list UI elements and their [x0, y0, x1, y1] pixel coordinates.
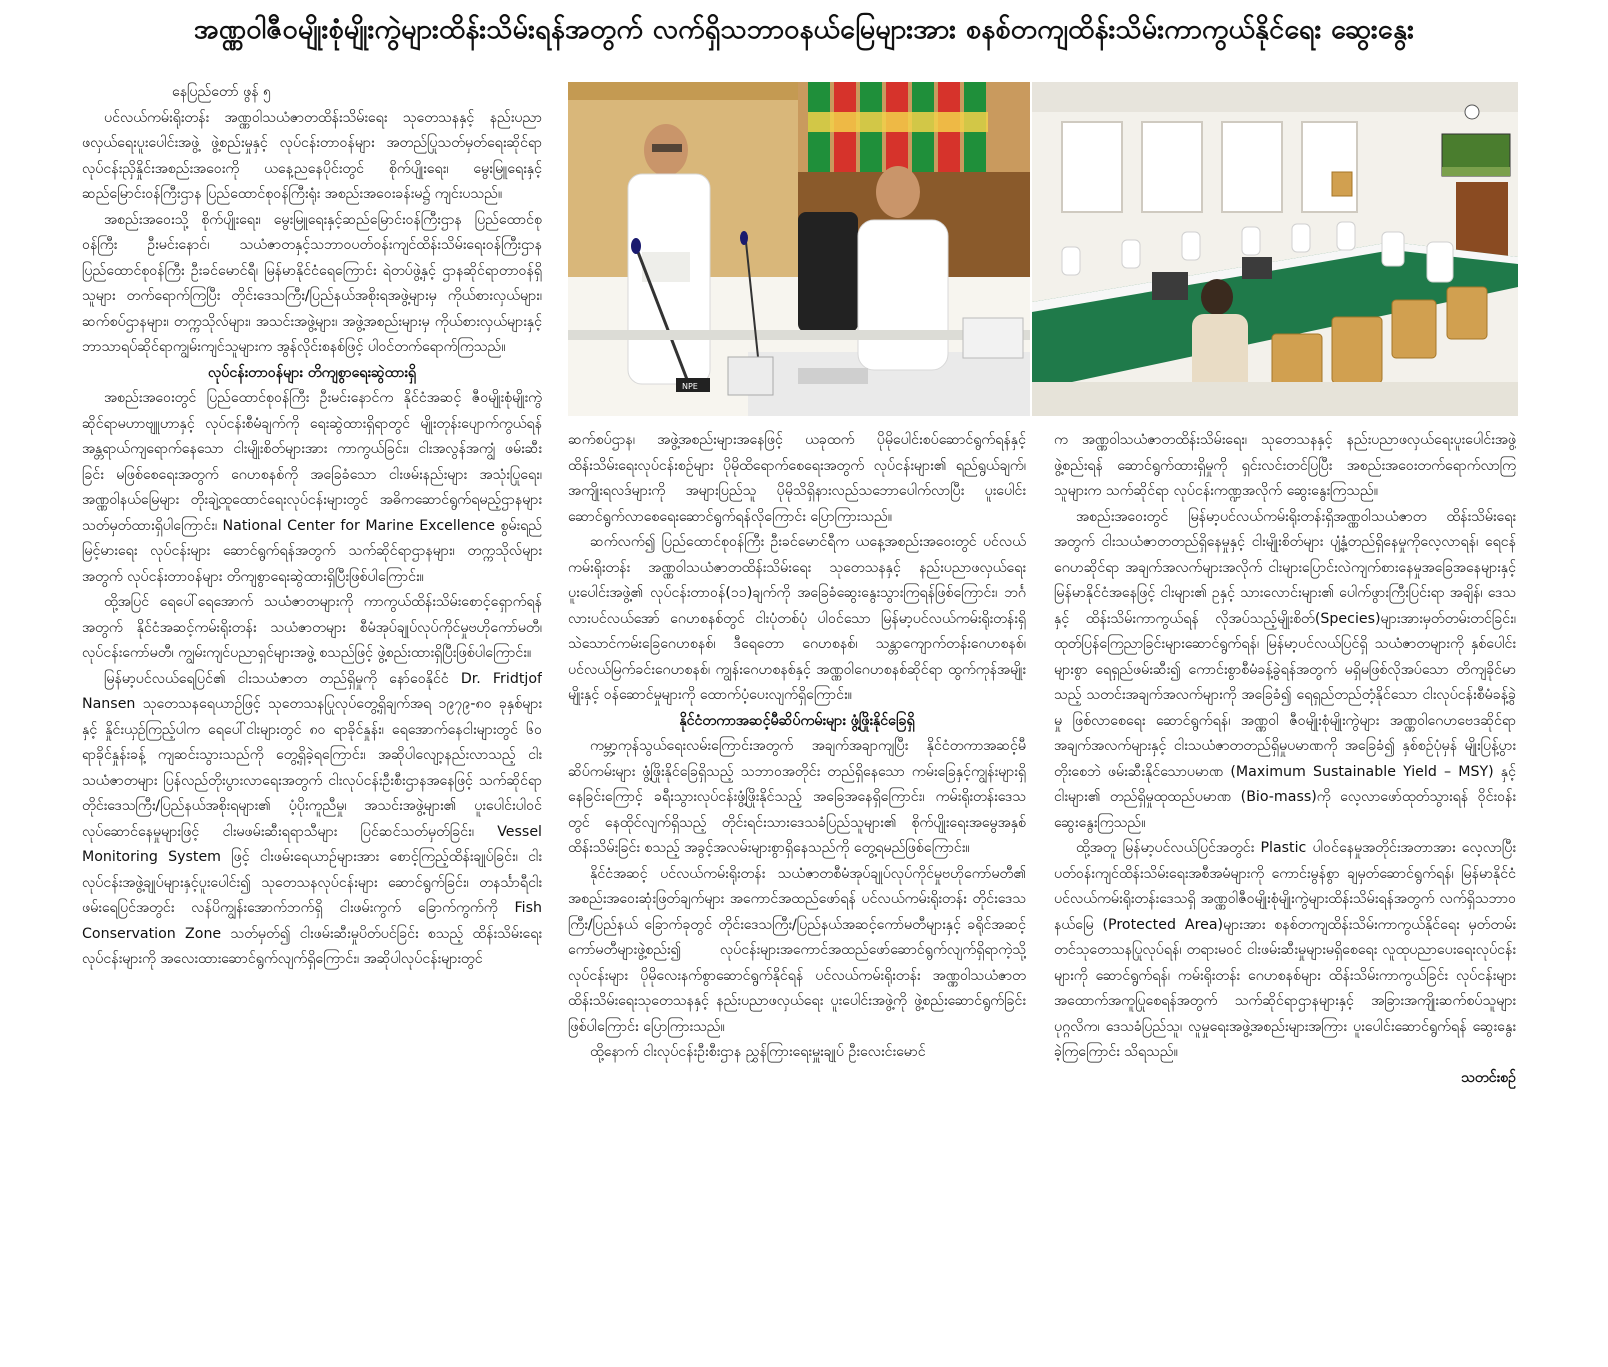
subheading: လုပ်ငန်းတာဝန်များ တိကျစွာရေးဆွဲထားရှိ	[207, 364, 417, 381]
article-column-1	[82, 80, 542, 1362]
article-column-2	[568, 428, 1026, 1362]
headline: အဏ္ဏဝါဇီဝမျိုးစုံမျိုးကွဲများထိန်းသိမ်းရန်အတွက် လက်ရှိသဘာဝနယ်မြေများအား စနစ်တကျထိန်းသိမ်းကာကွယ်နိုင်ရေး ဆွေးနွေး	[193, 14, 1415, 45]
paragraph: ဆက်စပ်ဌာန၊ အဖွဲ့အစည်းများအနေဖြင့် ယခုထက် ပိုမိုပေါင်းစပ်ဆောင်ရွက်ရန်နှင့် ထိန်းသိမ်းရေးလုပ်ငန်းစဉ်များ ပိုမိုထိရောက်စေရေးအတွက် လုပ်ငန်းများ၏ ရည်ရွယ်ချက်၊ အကျိုးရလဒ်များကို အများပြည်သူ ပိုမိုသိရှိနားလည်သဘောပေါက်လာပြီး ပူးပေါင်းဆောင်ရွက်လာစေရေးဆောင်ရွက်ရန်လိုကြောင်း ပြောကြားသည်။	[568, 432, 1026, 525]
paragraph: အစည်းအဝေးသို့ စိုက်ပျိုးရေး၊ မွေးမြူရေးနှင့်ဆည်မြောင်းဝန်ကြီးဌာန ပြည်ထောင်စုဝန်ကြီး ဦးမင်းနောင်၊ သယံဇာတနှင့်သဘာဝပတ်ဝန်းကျင်ထိန်းသိမ်းရေးဝန်ကြီးဌာန ပြည်ထောင်စုဝန်ကြီး ဦးခင်မောင်ရီ၊ မြန်မာနိုင်ငံရေကြောင်း ရဲတပ်ဖွဲ့နှင့် ဌာနဆိုင်ရာတာဝန်ရှိသူများ တက်ရောက်ကြပြီး တိုင်းဒေသကြီး/ပြည်နယ်အစိုးရအဖွဲ့များမှ ကိုယ်စားလှယ်များ၊ ဆက်စပ်ဌာနများ၊ တက္ကသိုလ်များ၊ အသင်းအဖွဲ့များ၊ အဖွဲ့အစည်းများမှ ကိုယ်စားလှယ်များနှင့် ဘာသာရပ်ဆိုင်ရာကျွမ်းကျင်သူများက အွန်လိုင်းစနစ်ဖြင့် ပါဝင်တက်ရောက်ကြသည်။	[82, 211, 542, 355]
paragraph: နိုင်ငံအဆင့် ပင်လယ်ကမ်းရိုးတန်း သယံဇာတစီမံအုပ်ချုပ်လုပ်ကိုင်မှုဗဟိုကော်မတီ၏ အစည်းအဝေးဆုံးဖြတ်ချက်များ အကောင်အထည်ဖော်ရန် ပင်လယ်ကမ်းရိုးတန်း တိုင်းဒေသကြီး/ပြည်နယ် ခြောက်ခုတွင် တိုင်းဒေသကြီး/ပြည်နယ်အဆင့်ကော်မတီများနှင့် ခရိုင်အဆင့်ကော်မတီများဖွဲ့စည်း၍ လုပ်ငန်းများအကောင်အထည်ဖော်ဆောင်ရွက်လျက်ရှိရာကဲ့သို့ လုပ်ငန်းများ ပိုမိုလေးနက်စွာဆောင်ရွက်နိုင်ရန် ပင်လယ်ကမ်းရိုးတန်း အဏ္ဏဝါသယံဇာတထိန်းသိမ်းရေးသုတေသနနှင့် နည်းပညာဖလှယ်ရေး ပူးပေါင်းအဖွဲ့ကို ဖွဲ့စည်းဆောင်ရွက်ခြင်းဖြစ်ပါကြောင်း ပြောကြားသည်။	[568, 865, 1026, 1035]
paragraph: ထို့အပြင် ရေပေါ်ရေအောက် သယံဇာတများကို ကာကွယ်ထိန်းသိမ်းစောင့်ရှောက်ရန်အတွက် နိုင်ငံအဆင့်ကမ်းရိုးတန်း သယံဇာတများ စီမံအုပ်ချုပ်လုပ်ကိုင်မှုဗဟိုကော်မတီ၊ လုပ်ငန်းကော်မတီ၊ ကျွမ်းကျင်ပညာရှင်များအဖွဲ့ စသည်ဖြင့် ဖွဲ့စည်းထားရှိပြီးဖြစ်ပါကြောင်း။	[82, 594, 542, 661]
paragraph: ကမ္ဘာ့ကုန်သွယ်ရေးလမ်းကြောင်းအတွက် အချက်အချာကျပြီး နိုင်ငံတကာအဆင့်မီ ဆိပ်ကမ်းများ ဖွံ့ဖြိုးနိုင်ခြေရှိသည့် သဘာဝအတိုင်း တည်ရှိနေသော ကမ်းခြေနှင့်ကျွန်းများရှိနေခြင်းကြောင့် ခရီးသွားလုပ်ငန်းဖွံ့ဖြိုးနိုင်သည့် အခြေအနေရှိကြောင်း၊ ကမ်းရိုးတန်းဒေသတွင် နေထိုင်လျက်ရှိသည့် တိုင်းရင်းသားဒေသခံပြည်သူများ၏ စိုက်ပျိုးရေးအမွေအနှစ်ထိန်းသိမ်းခြင်း စသည့် အခွင့်အလမ်းများစွာရှိနေသည်ကို တွေ့ရမည်ဖြစ်ကြောင်း။	[568, 738, 1026, 856]
paragraph: အစည်းအဝေးတွင် မြန်မာ့ပင်လယ်ကမ်းရိုးတန်းရှိအဏ္ဏဝါသယံဇာတ ထိန်းသိမ်းရေးအတွက် ငါးသယံဇာတတည်ရှိနေမှုနှင့် ငါးမျိုးစိတ်များ ပျံ့နှံ့တည်ရှိနေမှုကိုလေ့လာရန်၊ ရေငန်ဂေဟဆိုင်ရာ အချက်အလက်များအလိုက် ငါးများပြောင်းလဲကျက်စားနေမှုအခြေအနေများနှင့် မြန်မာနိုင်ငံအနေဖြင့် ငါးများ၏ ဥနှင့် သားလောင်းများ၏ ပေါက်ဖွားကြီးပြင်းရာ အချိန်၊ ဒေသနှင့် ထိန်းသိမ်းကာကွယ်ရန် လိုအပ်သည့်မျိုးစိတ်(Species)များအားမှတ်တမ်းတင်ခြင်း၊ ထုတ်ပြန်ကြေညာခြင်းများဆောင်ရွက်ရန်၊ မြန်မာ့ပင်လယ်ပြင်ရှိ သယံဇာတများကို နှစ်ပေါင်းများစွာ ရေရှည်ဖမ်းဆီး၍ ကောင်းစွာစီမံခန့်ခွဲရန်အတွက် မရှိမဖြစ်လိုအပ်သော တိကျခိုင်မာသည့် သတင်းအချက်အလက်များကို အခြေခံ၍ ရေရှည်တည်တံ့နိုင်သော ငါးလုပ်ငန်းစီမံခန့်ခွဲမှု ဖြစ်လာစေရေး ဆောင်ရွက်ရန်၊ အဏ္ဏဝါ ဇီဝမျိုးစုံမျိုးကွဲများ အဏ္ဏဝါဂေဟဗေဒဆိုင်ရာ အချက်အလက်များနှင့် ငါးသယံဇာတတည်ရှိမှုပမာဏကို အခြေခံ၍ နှစ်စဉ်ပုံမှန် မျိုးပြန့်ပွားတိုးစေဘဲ ဖမ်းဆီးနိုင်သောပမာဏ (Maximum Sustainable Yield – MSY) နှင့် ငါးများ၏ တည်ရှိမှုထုထည်ပမာဏ (Bio-mass)ကို လေ့လာဖော်ထုတ်သွားရန် ဝိုင်းဝန်း ဆွေးနွေးကြသည်။	[1054, 508, 1516, 831]
meeting-photo-conference-room	[1032, 82, 1518, 416]
speaker-photo-graphic	[568, 82, 1030, 416]
conference-room-graphic	[1032, 82, 1518, 416]
paragraph: ဆက်လက်၍ ပြည်ထောင်စုဝန်ကြီး ဦးခင်မောင်ရီက ယနေ့အစည်းအဝေးတွင် ပင်လယ်ကမ်းရိုးတန်း အဏ္ဏဝါသယံဇာတထိန်းသိမ်းရေး သုတေသနနှင့် နည်းပညာဖလှယ်ရေးပူးပေါင်းအဖွဲ့၏ လုပ်ငန်းတာဝန်(၁၁)ချက်ကို အခြေခံဆွေးနွေးသွားကြရန်ဖြစ်ကြောင်း၊ ဘင်္ဂလားပင်လယ်အော် ဂေဟစနစ်တွင် ငါးပုံတစ်ပုံ ပါဝင်သော မြန်မာ့ပင်လယ်ကမ်းရိုးတန်းရှိ သဲသောင်ကမ်းခြေဂေဟစနစ်၊ ဒီရေတော ဂေဟစနစ်၊ သန္တာကျောက်တန်းဂေဟစနစ်၊ ပင်လယ်မြက်ခင်းဂေဟစနစ်၊ ကျွန်းဂေဟစနစ်နှင့် အဏ္ဏဝါဂေဟစနစ်ဆိုင်ရာ ထွက်ကုန်အမျိုးမျိုးနှင့် ဝန်ဆောင်မှုများကို ထောက်ပံ့ပေးလျက်ရှိကြောင်း။	[568, 534, 1026, 703]
paragraph: ထို့အတူ မြန်မာ့ပင်လယ်ပြင်အတွင်း Plastic ပါဝင်နေမှုအတိုင်းအတာအား လေ့လာပြီး ပတ်ဝန်းကျင်ထိန်းသိမ်းရေးအစီအမံများကို ကောင်းမွန်စွာ ချမှတ်ဆောင်ရွက်ရန်၊ မြန်မာနိုင်ငံပင်လယ်ကမ်းရိုးတန်းဒေသရှိ အဏ္ဏဝါဇီဝမျိုးစုံမျိုးကွဲများထိန်းသိမ်းရန်အတွက် လက်ရှိသဘာဝနယ်မြေ (Protected Area)များအား စနစ်တကျထိန်းသိမ်းကာကွယ်နိုင်ရေး မှတ်တမ်းတင်သုတေသနပြုလုပ်ရန်၊ တရားမဝင် ငါးဖမ်းဆီးမှုများမရှိစေရေး လူထုပညာပေးရေးလုပ်ငန်းများကို ဆောင်ရွက်ရန်၊ ကမ်းရိုးတန်း ဂေဟစနစ်များ ထိန်းသိမ်းကာကွယ်ခြင်း လုပ်ငန်းများ အထောက်အကူပြုစေရန်အတွက် သက်ဆိုင်ရာဌာနများနှင့် အခြားအကျိုးဆက်စပ်သူများ ပုဂ္ဂလိက၊ ဒေသခံပြည်သူ၊ လူမှုရေးအဖွဲ့အစည်းများအကြား ပူးပေါင်းဆောင်ရွက်ရန် ဆွေးနွေးခဲ့ကြကြောင်း သိရသည်။	[1054, 840, 1516, 1060]
paragraph: ပင်လယ်ကမ်းရိုးတန်း အဏ္ဏဝါသယံဇာတထိန်းသိမ်းရေး သုတေသနနှင့် နည်းပညာဖလှယ်ရေးပူးပေါင်းအဖွဲ့ ဖွဲ့စည်းမှုနှင့် လုပ်ငန်းတာဝန်များ အတည်ပြုသတ်မှတ်ရေးဆိုင်ရာ လုပ်ငန်းညှိနှိုင်းအစည်းအဝေးကို ယနေ့ညနေပိုင်းတွင် စိုက်ပျိုးရေး၊ မွေးမြူရေးနှင့် ဆည်မြောင်းဝန်ကြီးဌာန ပြည်ထောင်စုဝန်ကြီးရုံး အစည်းအဝေးခန်းမ၌ ကျင်းပသည်။	[82, 109, 542, 202]
paragraph: ထို့နောက် ငါးလုပ်ငန်းဦးစီးဌာန ညွှန်ကြားရေးမှူးချုပ် ဦးလေးင်းမောင်	[590, 1044, 926, 1060]
paragraph: က အဏ္ဏဝါသယံဇာတထိန်းသိမ်းရေး၊ သုတေသနနှင့် နည်းပညာဖလှယ်ရေးပူးပေါင်းအဖွဲ့ ဖွဲ့စည်းရန် ဆောင်ရွက်ထားရှိမှုကို ရှင်းလင်းတင်ပြပြီး အစည်းအဝေးတက်ရောက်လာကြသူများက သက်ဆိုင်ရာ လုပ်ငန်းကဏ္ဍအလိုက် ဆွေးနွေးကြသည်။	[1054, 432, 1516, 499]
paragraph: အစည်းအဝေးတွင် ပြည်ထောင်စုဝန်ကြီး ဦးမင်းနောင်က နိုင်ငံအဆင့် ဇီဝမျိုးစုံမျိုးကွဲဆိုင်ရာမဟာဗျူဟာနှင့် လုပ်ငန်းစီမံချက်ကို ရေးဆွဲထားရှိရာတွင် မျိုးတုန်းပျောက်ကွယ်ရန် အန္တရာယ်ကျရောက်နေသော ငါးမျိုးစိတ်များအား ကာကွယ်ခြင်း၊ ငါးအလွန်အကျွံ ဖမ်းဆီးခြင်း မဖြစ်စေရေးအတွက် ဂေဟစနစ်ကို အခြေခံသော ငါးဖမ်းနည်းများ အသုံးပြုရေး၊ အဏ္ဏဝါနယ်မြေများ တိုးချဲ့ထူထောင်ရေးလုပ်ငန်းများတွင် အဓိကဆောင်ရွက်ရမည့်ဌာနများ သတ်မှတ်ထားရှိပါကြောင်း၊ National Center for Marine Excellence စွမ်းရည်မြင့်မားရေး လုပ်ငန်းများ ဆောင်ရွက်ရန်အတွက် သက်ဆိုင်ရာဌာနများ၊ တက္ကသိုလ်များအတွက် လုပ်ငန်းတာဝန်များ တိကျစွာရေးဆွဲထားရှိပြီးဖြစ်ပါကြောင်း။	[82, 390, 542, 585]
byline: သတင်းစဉ်	[1461, 1069, 1516, 1086]
dateline: နေပြည်တော် ဖွန် ၅	[172, 84, 272, 100]
subheading: နိုင်ငံတကာအဆင့်မီဆိပ်ကမ်းများ ဖွံ့ဖြိုးနိုင်ခြေရှိ	[679, 712, 915, 729]
article-column-3	[1054, 428, 1516, 1362]
mic-label: NPE	[682, 382, 698, 391]
meeting-photo-speaker	[568, 82, 1030, 416]
paragraph: မြန်မာ့ပင်လယ်ရေပြင်၏ ငါးသယံဇာတ တည်ရှိမှုကို နော်ဝေနိုင်ငံ Dr. Fridtjof Nansen သုတေသနရေယာဉ်ဖြင့် သုတေသနပြုလုပ်တွေ့ရှိချက်အရ ၁၉၇၉-၈၀ ခုနှစ်များနှင့် နှိုင်းယှဉ်ကြည့်ပါက ရေပေါ်ငါးများတွင် ၈၀ ရာခိုင်နှုန်း၊ ရေအောက်နေငါးများတွင် ၆၀ ရာခိုင်နှုန်းခန့် ကျဆင်းသွားသည်ကို တွေ့ရှိခဲ့ရကြောင်း၊ အဆိုပါလျော့နည်းလာသည့် ငါးသယံဇာတများ ပြန်လည်တိုးပွားလာရေးအတွက် ငါးလုပ်ငန်းဦးစီးဌာနအနေဖြင့် သက်ဆိုင်ရာတိုင်းဒေသကြီး/ပြည်နယ်အစိုးရများ၏ ပံ့ပိုးကူညီမှု၊ အသင်းအဖွဲ့များ၏ ပူးပေါင်းပါဝင်လုပ်ဆောင်နေမှုများဖြင့် ငါးမဖမ်းဆီးရရာသီများ ပြင်ဆင်သတ်မှတ်ခြင်း၊ Vessel Monitoring System ဖြင့် ငါးဖမ်းရေယာဉ်များအား စောင့်ကြည့်ထိန်းချုပ်ခြင်း၊ ငါးလုပ်ငန်းအဖွဲ့ချုပ်များနှင့်ပူးပေါင်း၍ သုတေသနလုပ်ငန်းများ ဆောင်ရွက်ခြင်း၊ တနင်္သာရီငါးဖမ်းရေပြင်အတွင်း လန်ပိကျွန်းအောက်ဘက်ရှိ ငါးဖမ်းကွက် ခြောက်ကွက်ကို Fish Conservation Zone သတ်မှတ်၍ ငါးဖမ်းဆီးမှုပိတ်ပင်ခြင်း စသည့် ထိန်းသိမ်းရေးလုပ်ငန်းများကို အလေးထားဆောင်ရွက်လျက်ရှိကြောင်း၊ အဆိုပါလုပ်ငန်းများတွင်	[82, 670, 542, 967]
